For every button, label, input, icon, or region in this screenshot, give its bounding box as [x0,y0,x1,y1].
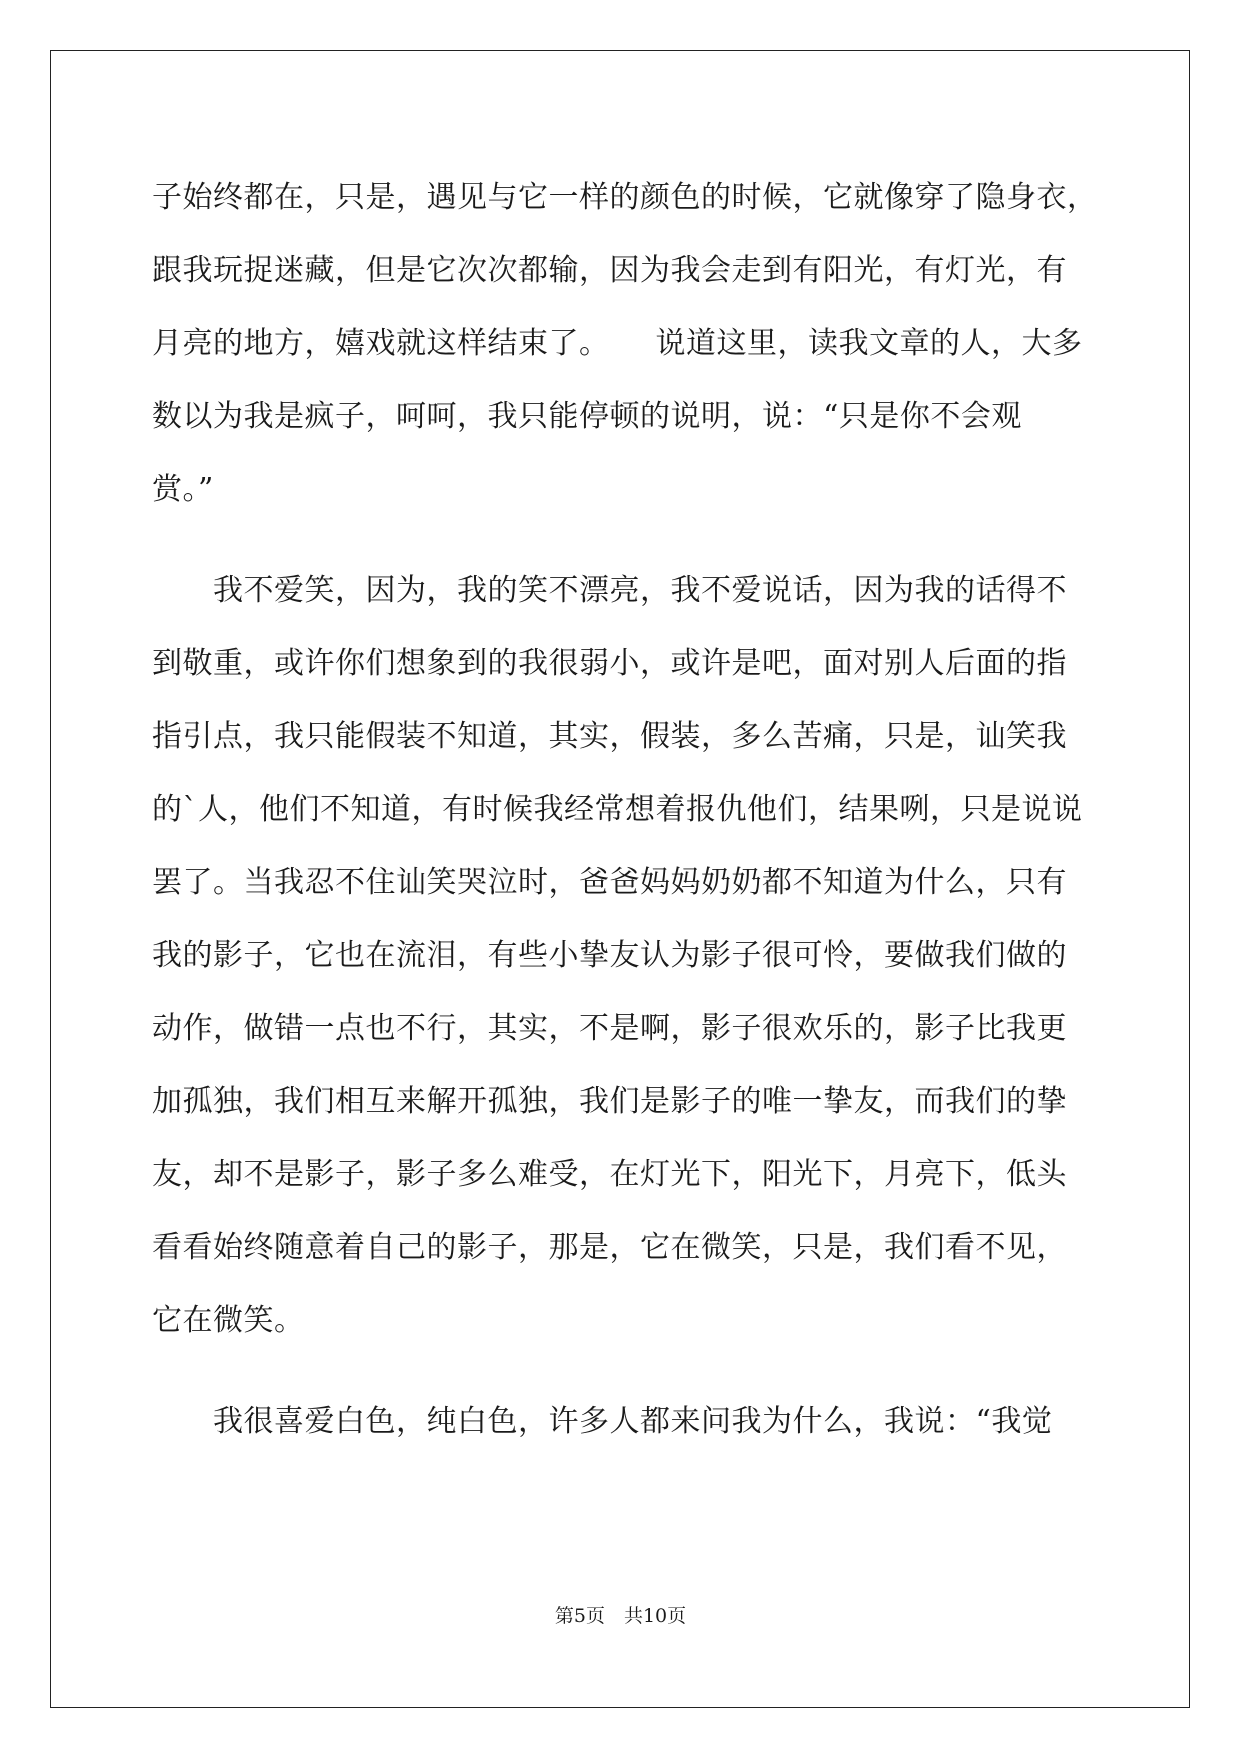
text-line: 赏。” [152,472,214,507]
text-line: 指引点，我只能假装不知道，其实，假装，多么苦痛，只是，讪笑我 [152,719,1067,754]
text-line: 我不爱笑，因为，我的笑不漂亮，我不爱说话，因为我的话得不 [152,573,1067,608]
text-line: 罢了。当我忍不住讪笑哭泣时，爸爸妈妈奶奶都不知道为什么，只有 [152,865,1067,900]
text-line: 我很喜爱白色，纯白色，许多人都来问我为什么，我说：“我觉 [152,1404,1053,1439]
text-line: 数以为我是疯子，呵呵，我只能停顿的说明，说：“只是你不会观 [152,399,1022,434]
text-line: 子始终都在，只是，遇见与它一样的颜色的时候，它就像穿了隐身衣， [152,180,1098,215]
text-line: 加孤独，我们相互来解开孤独，我们是影子的唯一挚友，而我们的挚 [152,1084,1067,1119]
text-line: 它在微笑。 [152,1303,305,1338]
text-line: 跟我玩捉迷藏，但是它次次都输，因为我会走到有阳光，有灯光，有 [152,253,1067,288]
page-footer: 第5页 共10页 [554,1605,687,1627]
text-line: 我的影子，它也在流泪，有些小挚友认为影子很可怜，要做我们做的 [152,938,1067,973]
text-line: 看看始终随意着自己的影子，那是，它在微笑，只是，我们看不见， [152,1230,1067,1265]
text-line: 月亮的地方，嬉戏就这样结束了。 说道这里，读我文章的人，大多 [152,326,1083,361]
text-line: 友，却不是影子，影子多么难受，在灯光下，阳光下，月亮下，低头 [152,1157,1067,1192]
text-line: 到敬重，或许你们想象到的我很弱小，或许是吧，面对别人后面的指 [152,646,1067,681]
text-line: 动作，做错一点也不行，其实，不是啊，影子很欢乐的，影子比我更 [152,1011,1067,1046]
text-line: 的`人，他们不知道，有时候我经常想着报仇他们，结果咧，只是说说 [152,792,1083,827]
